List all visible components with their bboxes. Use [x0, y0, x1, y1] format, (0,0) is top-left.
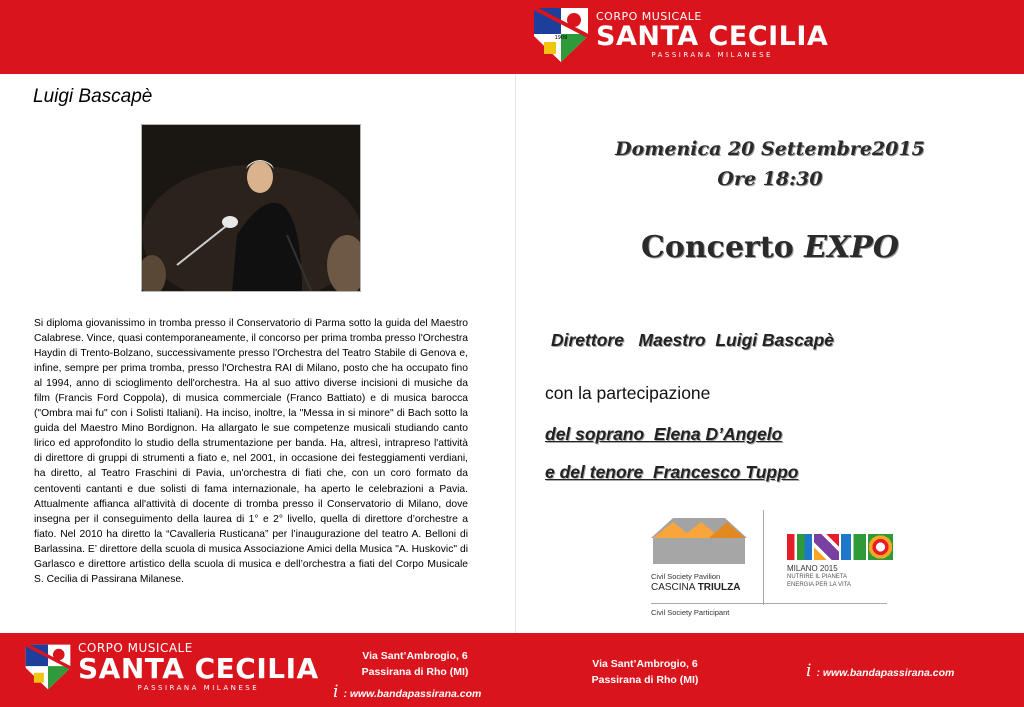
- website-link-left[interactable]: [333, 682, 481, 702]
- cascina-triulza-logo: [651, 518, 747, 617]
- address-line2: Passirana di Rho (MI): [361, 666, 469, 678]
- director-line: Direttore Maestro Luigi Bascapè: [551, 330, 834, 350]
- expo-wordmark-icon: [787, 534, 895, 560]
- website-text: : www.bandapassirana.com: [343, 688, 482, 700]
- soprano-line: del soprano Elena D’Angelo: [545, 424, 783, 444]
- footer-logo-line2: SANTA CECILIA: [78, 652, 319, 685]
- house-icon: [651, 518, 747, 564]
- expo-sub2b: ENERGIA PER LA VITA: [787, 582, 851, 588]
- logo-separator: [763, 510, 764, 605]
- tenore-line: e del tenore Francesco Tuppo: [545, 462, 799, 482]
- address-right: [580, 656, 710, 688]
- footer-logo-line1: CORPO MUSICALE: [78, 641, 193, 655]
- biography-text: Si diploma giovanissimo in tromba presso il Conservatorio di Parma sotto la guida del Maestro Calabrese. Vince, quasi contemporaneamente, il concorso per prima tromba presso l'Orchestra Haydin di Trento-Bolzano, successivamente presso l'Orchestra del Teatro Stabile di Genova e, infine, sempre per prima tromba, presso l'Orchestra RAI di Milano, posto che ha occupato fino al 1994, anno di scioglimento dell'orchestra. Ha al suo attivo diverse incisioni di musiche da film (Francis Ford Coppola), di musica commerciale (Franco Battiato) e di musica barocca ("Ombra mai fu" con i Solisti Italiani). Ha inciso, inoltre, la "Messa in si minore" di Bach sotto la guida del Maestro Mino Bordignon. Ha allargato le sue competenze musicali studiando canto lirico ed approfondito lo studio della strumentazione per banda. Ha, altresì, intrapreso l'attività di direttore di gruppi di strumenti a fiato e, nel 2001, in occasione dei festeggiamenti verdiani, ha diretto, al Teatro Fraschini di Pavia, un'orchestra di fiati che, con un coro formato da centoventi cantanti e due solisti di fama internazionale, ha aperto le celebrazioni a Pavia. Attualmente affianca all'attività di docente di tromba presso il Conservatorio di Milano, dove insegna per il conseguimento della laurea di 1° e 2° livello, quella di direttore d’orchestre a fiato. Nel 2010 ha diretto la “Cavalleria Rusticana” per l’inaugurazione del teatro A. Belloni di Barlassina. E’ direttore della scuola di musica Associazione Amici della Musica "A. Huskovic" di Garlasco e direttore artistico della scuola di musica e dell’orchestra a fiati del Corpo Musicale S. Cecilia di Passirana Milanese.: [34, 318, 468, 585]
- shield-icon: [532, 6, 590, 64]
- event-time: Ore 18:30: [717, 168, 823, 190]
- logo-line1: CORPO MUSICALE: [596, 10, 702, 23]
- logo-line2: SANTA CECILIA: [596, 21, 829, 52]
- header-band: [0, 0, 1024, 74]
- info-icon: i: [806, 661, 812, 681]
- footer-logo-line3: PASSIRANA MILANESE: [137, 684, 260, 692]
- concert-title-a: Concerto: [640, 230, 794, 265]
- expo-logo: [787, 534, 895, 589]
- cascina-line3: Civil Society Participant: [651, 608, 730, 617]
- logo-line3: PASSIRANA MILANESE: [651, 51, 773, 59]
- header-logo: [532, 6, 828, 64]
- website-link-right[interactable]: [806, 661, 954, 681]
- cascina-line2: [651, 582, 747, 593]
- footer-logo: [24, 642, 319, 692]
- expo-sub1: MILANO 2015: [787, 564, 838, 573]
- address-line1: Via Sant’Ambrogio, 6: [592, 658, 698, 670]
- address-line1: Via Sant’Ambrogio, 6: [362, 650, 468, 662]
- cascina-line2b: TRIULZA: [697, 582, 741, 593]
- expo-sub2a: NUTRIRE IL PIANETA: [787, 574, 848, 580]
- cascina-line1: Civil Society Pavilion: [651, 572, 721, 581]
- website-text: : www.bandapassirana.com: [816, 667, 955, 679]
- page-title: Luigi Bascapè: [33, 86, 153, 107]
- logo-year: 1909: [554, 35, 568, 41]
- event-date: Domenica 20 Settembre2015: [615, 138, 925, 160]
- shield-icon: [24, 642, 72, 692]
- concert-title: [516, 230, 1024, 265]
- partecipazione-line: con la partecipazione: [545, 383, 711, 403]
- concert-title-b: EXPO: [804, 230, 900, 265]
- address-line2: Passirana di Rho (MI): [591, 674, 699, 686]
- info-icon: i: [333, 682, 339, 702]
- address-left: [350, 648, 480, 680]
- conductor-photo: [141, 124, 361, 292]
- cascina-line2a: CASCINA: [651, 582, 695, 593]
